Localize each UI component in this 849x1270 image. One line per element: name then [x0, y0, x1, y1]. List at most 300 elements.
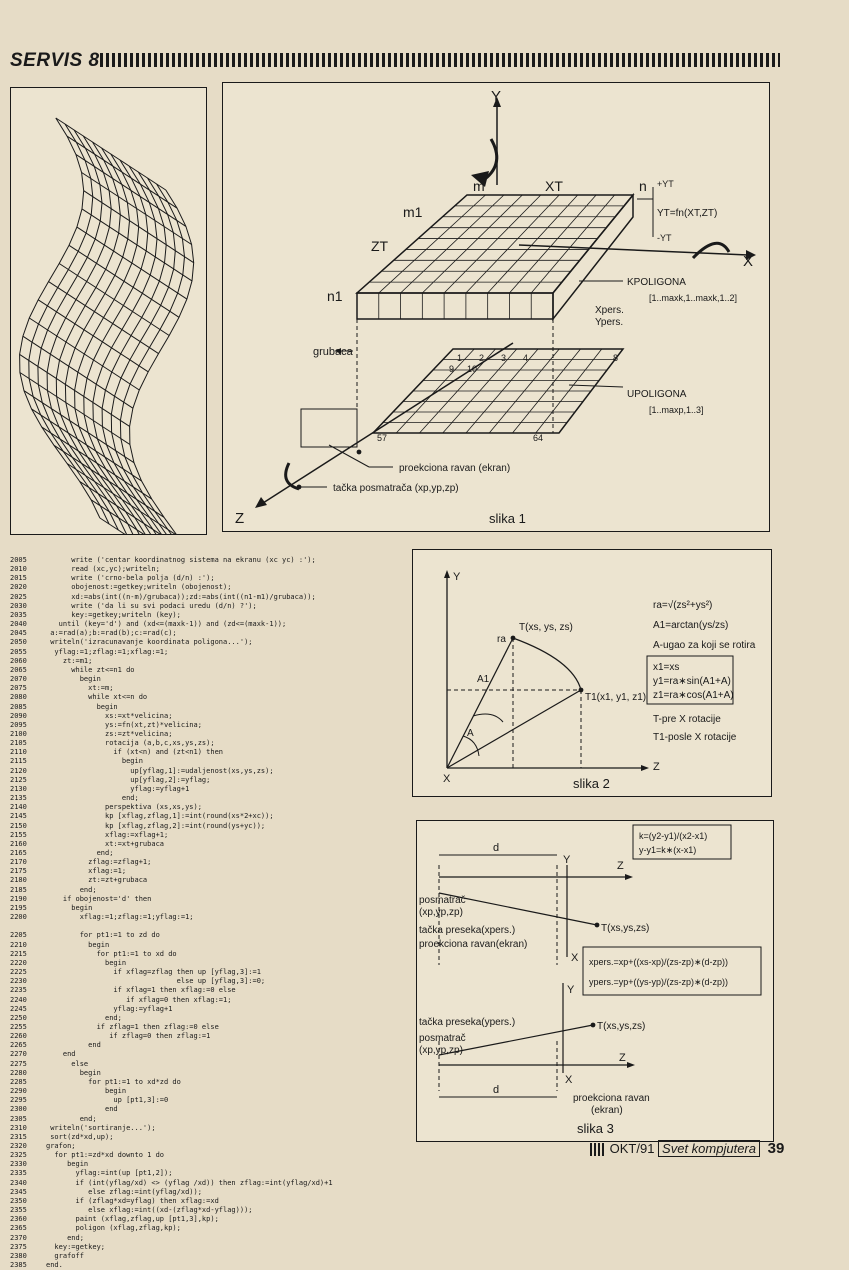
code-line-text: zt:=m1; — [46, 656, 93, 665]
code-line-number: 2090 — [10, 711, 27, 720]
code-line-number: 2370 — [10, 1233, 27, 1242]
label-yt-function: YT=fn(XT,ZT) — [657, 208, 718, 219]
code-line-number: 2065 — [10, 665, 27, 674]
code-line-number: 2240 — [10, 995, 27, 1004]
code-line-number: 2170 — [10, 858, 27, 867]
slika2-axis-z: Z — [653, 761, 660, 773]
code-line — [10, 803, 405, 812]
code-line — [10, 776, 405, 785]
code-line — [10, 812, 405, 821]
code-line-number: 2130 — [10, 784, 27, 793]
code-line — [10, 1060, 405, 1069]
slika3-ekran-bot: (ekran) — [591, 1105, 623, 1116]
axis-label-z: Z — [235, 510, 245, 527]
code-line — [10, 620, 405, 629]
code-line — [10, 638, 405, 647]
code-line-number: 2275 — [10, 1059, 27, 1068]
code-line — [10, 675, 405, 684]
formula-a1: A1=arctan(ys/zs) — [653, 620, 729, 631]
code-line-number: 2260 — [10, 1032, 27, 1041]
code-line-text: end; — [46, 1114, 97, 1123]
code-line-number: 2350 — [10, 1196, 27, 1205]
code-line — [10, 931, 405, 940]
code-line-number: 2155 — [10, 830, 27, 839]
code-line-text: end — [46, 1041, 101, 1050]
code-line-text: for pt1:=zd*xd downto 1 do — [46, 1151, 165, 1160]
code-line-text: write ('centar koordinatnog sistema na ekranu (xc yc) :'); — [46, 556, 316, 564]
code-line-text: grafon; — [46, 1142, 76, 1150]
code-line-text: key:=getkey;writeln (key); — [46, 610, 181, 619]
code-line-number: 2030 — [10, 601, 27, 610]
slika3-ravan-bot: proekciona ravan — [573, 1093, 650, 1104]
label-m1: m1 — [403, 204, 423, 220]
code-line — [10, 904, 405, 913]
code-line — [10, 611, 405, 620]
issue-date: OKT/91 — [609, 1141, 655, 1156]
code-line-number: 2005 — [10, 556, 27, 564]
code-line — [10, 1160, 405, 1169]
label-plus-yt: +YT — [657, 179, 674, 189]
code-listing — [10, 556, 405, 1270]
code-line-number: 2085 — [10, 702, 27, 711]
code-line — [10, 849, 405, 858]
caption-slika-1: slika 1 — [489, 511, 526, 526]
slika2-label-a: A — [467, 728, 474, 739]
code-line-text: if (zflag*xd=yflag) then xflag:=xd — [46, 1196, 219, 1205]
formula-k: k=(y2-y1)/(x2-x1) — [639, 831, 708, 841]
code-line — [10, 785, 405, 794]
code-line-number: 2080 — [10, 693, 27, 702]
slika2-label-a1: A1 — [477, 674, 490, 685]
code-line-text: end; — [46, 1233, 84, 1242]
code-line — [10, 1078, 405, 1087]
code-line-number: 2375 — [10, 1242, 27, 1251]
slika3-axis-x-mid: X — [571, 952, 579, 964]
code-line-number: 2230 — [10, 977, 27, 986]
code-line — [10, 941, 405, 950]
code-line — [10, 959, 405, 968]
formula-ra: ra=√(zs²+ys²) — [653, 600, 713, 611]
code-line-text: xt:=xt+grubaca — [46, 839, 165, 848]
slika3-posmatrac-coords-bot: (xp,yp,zp) — [419, 1045, 463, 1056]
page-number: 39 — [767, 1140, 785, 1157]
code-line-number: 2320 — [10, 1142, 27, 1150]
caption-slika-2: slika 2 — [573, 776, 610, 791]
label-kpoligona-range: [1..maxk,1..maxk,1..2] — [649, 293, 738, 303]
code-line-text: xflag:=1;zflag:=1;yflag:=1; — [46, 913, 194, 922]
page-header — [10, 50, 770, 72]
code-line — [10, 730, 405, 739]
slika3-t-top: T(xs,ys,zs) — [601, 923, 650, 934]
code-line-number: 2205 — [10, 931, 27, 940]
code-line-number: 2115 — [10, 757, 27, 766]
formula-line: y-y1=k∗(x-x1) — [639, 845, 697, 855]
code-line-text: end; — [46, 849, 114, 857]
code-line-number: 2125 — [10, 775, 27, 784]
code-line-number: 2220 — [10, 958, 27, 967]
code-line-text: write ('da li su svi podaci uredu (d/n) ?'); — [46, 601, 257, 610]
label-minus-yt: -YT — [657, 233, 672, 243]
label-zt: ZT — [371, 238, 389, 254]
code-line — [10, 574, 405, 583]
code-line-text: if xflag=0 then xflag:=1; — [46, 995, 232, 1004]
code-line-number: 2315 — [10, 1132, 27, 1141]
code-line-number: 2015 — [10, 574, 27, 583]
code-line — [10, 602, 405, 611]
note-t: T-pre X rotacije — [653, 714, 721, 725]
slika2-label-t1: T1(x1, y1, z1) — [585, 692, 647, 703]
code-line — [10, 748, 405, 757]
grid-label-1: 1 — [457, 353, 463, 363]
wireframe-surface-figure — [10, 87, 207, 535]
code-line-text: begin — [46, 958, 127, 967]
code-line — [10, 1188, 405, 1197]
label-n1: n1 — [327, 288, 343, 304]
slika-2-diagram — [413, 550, 771, 796]
code-line — [10, 840, 405, 849]
code-line — [10, 1115, 405, 1124]
code-line-text: poligon (xflag,zflag,kp); — [46, 1224, 181, 1233]
code-line-number: 2295 — [10, 1096, 27, 1105]
code-line-text: begin — [46, 940, 110, 949]
code-line-number: 2110 — [10, 748, 27, 757]
axis-label-x: X — [743, 253, 754, 270]
code-line-number: 2140 — [10, 803, 27, 812]
slika3-ravan-top: proekciona ravan(ekran) — [419, 939, 528, 950]
code-line-number: 2325 — [10, 1151, 27, 1160]
code-line-text: yflag:=yflag+1 — [46, 1004, 173, 1013]
code-line-text: else — [46, 1059, 89, 1068]
label-m: m — [473, 178, 485, 194]
slika3-axis-y-top: Y — [563, 854, 571, 866]
axis-label-y: Y — [491, 88, 502, 105]
slika3-posmatrac-coords-top: (xp,yp,zp) — [419, 907, 463, 918]
code-line — [10, 1179, 405, 1188]
grid-label-3: 3 — [501, 353, 507, 363]
code-line-text: begin — [46, 1068, 101, 1077]
code-line — [10, 1023, 405, 1032]
code-line — [10, 721, 405, 730]
code-line-number: 2270 — [10, 1050, 27, 1059]
code-line-number: 2070 — [10, 675, 27, 684]
code-line-number: 2250 — [10, 1013, 27, 1022]
code-line — [10, 1252, 405, 1261]
code-line — [10, 593, 405, 602]
code-line — [10, 1105, 405, 1114]
code-line — [10, 583, 405, 592]
code-line-text: yflag:=int(up [pt1,2]); — [46, 1169, 173, 1178]
code-line-text: zflag:=zflag+1; — [46, 858, 152, 867]
code-line-text: if (int(yflag/xd) <> (yflag /xd)) then zflag:=int(yflag/xd)+1 — [46, 1178, 333, 1187]
code-line-number: 2190 — [10, 894, 27, 903]
slika3-tacka-xpers: tačka preseka(xpers.) — [419, 925, 516, 936]
slika2-label-t: T(xs, ys, zs) — [519, 622, 573, 633]
label-upoligona-range: [1..maxp,1..3] — [649, 405, 704, 415]
code-line-number: 2385 — [10, 1261, 27, 1270]
figure-slika-1 — [222, 82, 770, 532]
code-line-text: paint (xflag,zflag,up [pt1,3],kp); — [46, 1215, 219, 1224]
code-line-number: 2200 — [10, 913, 27, 922]
code-line-text: end; — [46, 1013, 122, 1022]
page-footer — [590, 1140, 784, 1160]
code-line-text: else xflag:=int((xd-(zflag*xd-yflag))); — [46, 1206, 253, 1215]
code-line-number: 2335 — [10, 1169, 27, 1178]
slika-1-diagram — [223, 83, 769, 531]
label-ypers: Ypers. — [595, 317, 624, 328]
code-line-number: 2095 — [10, 720, 27, 729]
code-line — [10, 657, 405, 666]
code-line — [10, 648, 405, 657]
slika2-axis-x: X — [443, 773, 451, 785]
code-line — [10, 977, 405, 986]
code-line-number: 2235 — [10, 986, 27, 995]
code-line-text: obojenost:=getkey;writeln (obojenost); — [46, 583, 232, 592]
code-line-text: grafoff — [46, 1251, 84, 1260]
slika3-axis-y-bot: Y — [567, 984, 575, 996]
code-line — [10, 886, 405, 895]
code-line-number: 2165 — [10, 849, 27, 857]
grid-label-64: 64 — [533, 433, 544, 443]
code-line — [10, 1215, 405, 1224]
code-line-number: 2105 — [10, 739, 27, 748]
code-line — [10, 739, 405, 748]
label-tacka-posmatraca: tačka posmatrača (xp,yp,zp) — [333, 483, 459, 494]
slika-3-diagram — [417, 821, 773, 1141]
code-line-text: begin — [46, 1160, 89, 1169]
magazine-name: Svet kompjutera — [658, 1140, 760, 1157]
caption-slika-3: slika 3 — [577, 1121, 614, 1136]
code-line-text: write ('crno-bela polja (d/n) :'); — [46, 574, 215, 583]
code-line-number: 2050 — [10, 638, 27, 647]
grid-label-4: 4 — [523, 353, 529, 363]
code-line-number: 2195 — [10, 903, 27, 912]
code-line — [10, 950, 405, 959]
code-line-text: xt:=m; — [46, 684, 114, 693]
code-line-text: if zflag=0 then zflag:=1 — [46, 1032, 211, 1041]
code-line-number: 2210 — [10, 940, 27, 949]
code-line-text: begin — [46, 757, 143, 766]
code-line-text: kp [xflag,zflag,1]:=int(round(xs*2+xc)); — [46, 812, 274, 821]
code-line — [10, 703, 405, 712]
code-line-number: 2025 — [10, 592, 27, 601]
code-line-text: for pt1:=1 to xd*zd do — [46, 1077, 181, 1086]
slika3-axis-x-bot: X — [565, 1074, 573, 1086]
code-line — [10, 1087, 405, 1096]
code-line — [10, 1133, 405, 1142]
formula-x1: x1=xs — [653, 662, 680, 673]
code-line-number: 2255 — [10, 1022, 27, 1031]
code-line — [10, 1142, 405, 1151]
code-line — [10, 895, 405, 904]
code-line — [10, 1096, 405, 1105]
code-line — [10, 693, 405, 702]
code-line-text: sort(zd*xd,up); — [46, 1132, 114, 1141]
code-line — [10, 757, 405, 766]
slika3-axis-z-bot: Z — [619, 1052, 626, 1064]
code-line-number: 2380 — [10, 1251, 27, 1260]
code-line-number: 2225 — [10, 968, 27, 977]
code-line-text: if zflag=1 then zflag:=0 else — [46, 1022, 219, 1031]
grid-label-57: 57 — [377, 433, 388, 443]
slika3-axis-z-top: Z — [617, 860, 624, 872]
code-line — [10, 1151, 405, 1160]
code-line-text: for pt1:=1 to xd do — [46, 949, 177, 958]
code-line — [10, 1014, 405, 1023]
slika3-tacka-ypers: tačka preseka(ypers.) — [419, 1017, 516, 1028]
label-grubaca: grubaca — [313, 346, 353, 358]
formula-a: A-ugao za koji se rotira — [653, 640, 756, 651]
code-line-text: end; — [46, 885, 97, 894]
code-line — [10, 986, 405, 995]
code-line-text: read (xc,yc);writeln; — [46, 565, 160, 574]
code-line — [10, 1032, 405, 1041]
code-line-text: else zflag:=int(yflag/xd)); — [46, 1187, 202, 1196]
code-line-number: 2355 — [10, 1206, 27, 1215]
code-line-number: 2145 — [10, 812, 27, 821]
code-line — [10, 565, 405, 574]
code-line-number: 2075 — [10, 684, 27, 693]
slika3-label-d-top: d — [493, 842, 500, 854]
code-line-text: end; — [46, 794, 139, 803]
code-line-number: 2245 — [10, 1004, 27, 1013]
code-line-number: 2135 — [10, 794, 27, 803]
label-xt: XT — [545, 178, 563, 194]
code-line-number: 2345 — [10, 1187, 27, 1196]
code-line-text: ys:=fn(xt,zt)*velicina; — [46, 720, 202, 729]
code-line — [10, 996, 405, 1005]
slika3-posmatrac-bot: posmatrač — [419, 1033, 466, 1044]
code-line-number: 2150 — [10, 821, 27, 830]
code-line — [10, 666, 405, 675]
code-line-text: writeln('izracunavanje koordinata poligona...'); — [46, 638, 253, 647]
grid-label-2: 2 — [479, 353, 485, 363]
slika3-t-bot: T(xs,ys,zs) — [597, 1021, 646, 1032]
code-line — [10, 822, 405, 831]
code-line-text: end. — [46, 1261, 63, 1270]
code-line — [10, 913, 405, 922]
code-line-text: key:=getkey; — [46, 1242, 106, 1251]
code-line — [10, 858, 405, 867]
code-line-text: begin — [46, 903, 93, 912]
code-line-number: 2265 — [10, 1041, 27, 1050]
code-line-number: 2340 — [10, 1178, 27, 1187]
code-line-text: zt:=zt+grubaca — [46, 876, 148, 885]
code-line-number: 2290 — [10, 1087, 27, 1096]
label-n: n — [639, 178, 647, 194]
code-line — [10, 712, 405, 721]
code-line — [10, 1243, 405, 1252]
code-line-number: 2285 — [10, 1077, 27, 1086]
code-line-text: begin — [46, 1087, 127, 1096]
code-line-number: 2045 — [10, 629, 27, 638]
slika2-label-ra: ra — [497, 634, 506, 645]
code-line — [10, 1050, 405, 1059]
code-line-number: 2300 — [10, 1105, 27, 1114]
code-line — [10, 1124, 405, 1133]
formula-z1: z1=ra∗cos(A1+A) — [653, 690, 734, 701]
code-line — [10, 1005, 405, 1014]
code-line-number: 2175 — [10, 867, 27, 876]
code-line-text: end — [46, 1105, 118, 1114]
code-line-text: up [pt1,3]:=0 — [46, 1096, 169, 1105]
code-line-text: yflag:=1;zflag:=1;xflag:=1; — [46, 647, 169, 656]
section-title: SERVIS 8 — [10, 50, 100, 71]
code-line — [10, 684, 405, 693]
label-kpoligona: KPOLIGONA — [627, 277, 686, 288]
code-line-number: 2060 — [10, 656, 27, 665]
label-xpers: Xpers. — [595, 305, 624, 316]
code-line — [10, 1169, 405, 1178]
code-line — [10, 1261, 405, 1270]
code-line-number: 2185 — [10, 885, 27, 894]
figure-slika-3 — [416, 820, 774, 1142]
code-line-text: yflag:=yflag+1 — [46, 784, 190, 793]
code-line-text: kp [xflag,zflag,2]:=int(round(ys+yc)); — [46, 821, 266, 830]
note-t1: T1-posle X rotacije — [653, 732, 737, 743]
code-line-text: xflag:=xflag+1; — [46, 830, 169, 839]
code-line-number: 2160 — [10, 839, 27, 848]
code-line-text: until (key='d') and (xd<=(maxk-1)) and (zd<=(maxk-1)); — [46, 620, 287, 629]
code-line-number: 2365 — [10, 1224, 27, 1233]
code-line-text: if xflag=1 then xflag:=0 else — [46, 986, 236, 995]
slika3-label-d-bot: d — [493, 1084, 500, 1096]
code-line-text: if (xt<n) and (zt<n1) then — [46, 748, 224, 757]
code-line-text: while zt<=n1 do — [46, 665, 135, 674]
figure-slika-2 — [412, 549, 772, 797]
grid-label-10: 10 — [467, 364, 478, 374]
formula-ypers: ypers.=yp+((ys-yp)/(zs-zp)∗(d-zp)) — [589, 977, 729, 987]
code-line — [10, 1197, 405, 1206]
code-line-number: 2280 — [10, 1068, 27, 1077]
code-line — [10, 794, 405, 803]
code-line-number: 2020 — [10, 583, 27, 592]
code-line-text: if xflag=zflag then up [yflag,3]:=1 — [46, 968, 261, 977]
code-line-text: if obojenost='d' then — [46, 894, 152, 903]
code-line-text: up[yflag,1]:=udaljenost(xs,ys,zs); — [46, 766, 274, 775]
code-line-number: 2040 — [10, 620, 27, 629]
code-line — [10, 922, 405, 931]
formula-xpers: xpers.=xp+((xs-xp)/(zs-zp)∗(d-zp)) — [589, 957, 729, 967]
grid-label-9: 9 — [449, 364, 455, 374]
code-line-number: 2360 — [10, 1215, 27, 1224]
code-line-number: 2010 — [10, 565, 27, 574]
code-line-number: 2055 — [10, 647, 27, 656]
code-line-number: 2310 — [10, 1123, 27, 1132]
code-line-text: perspektiva (xs,xs,ys); — [46, 803, 202, 812]
code-line-text: up[yflag,2]:=yflag; — [46, 775, 211, 784]
code-line — [10, 1224, 405, 1233]
wireframe-surface-graphic — [11, 88, 206, 534]
code-line-text: xflag:=1; — [46, 867, 127, 876]
code-line-number: 2305 — [10, 1114, 27, 1123]
code-line-text: begin — [46, 702, 118, 711]
code-line — [10, 867, 405, 876]
code-line-number: 2120 — [10, 766, 27, 775]
code-line — [10, 556, 405, 565]
code-line-text: begin — [46, 675, 101, 684]
label-proekciona-ravan: proekciona ravan (ekran) — [399, 463, 511, 474]
code-line-text: rotacija (a,b,c,xs,ys,zs); — [46, 739, 215, 748]
code-line — [10, 629, 405, 638]
code-line-text: for pt1:=1 to zd do — [46, 931, 160, 940]
code-line-text: xs:=xt*velicina; — [46, 711, 173, 720]
code-line-number: 2215 — [10, 949, 27, 958]
code-line-text: zs:=zt*velicina; — [46, 729, 173, 738]
code-line — [10, 876, 405, 885]
code-line-number: 2330 — [10, 1160, 27, 1169]
code-line — [10, 1234, 405, 1243]
code-line — [10, 968, 405, 977]
